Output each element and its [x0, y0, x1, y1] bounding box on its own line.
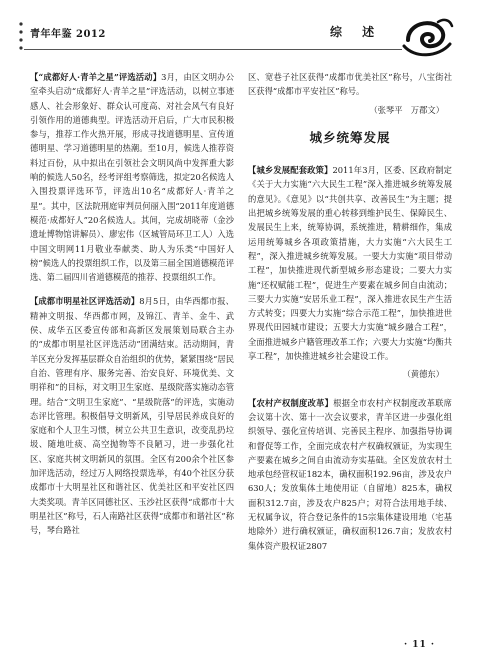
- article-property-reform: [248, 396, 452, 553]
- article-body: 根据全市农村产权制度改革联席会议第十次、第十一次会议要求，青羊区进一步强化组织领导、强化宣传培训、完善民主程序、加强指导协调和督促等工作，全面完成农村产权确权颁证，为实现生产要素在城乡之间自由流动夯实基础。全区发放农村土地承包经营权证182本，确权面积192.96亩，涉及农户630人；发放集体土地使用证（自留地）825本，确权面积312.7亩，涉及农户825户；对符合法用地手续、无权属争议，符合登记条件的15宗集体建设用地（宅基地除外）进行确权颁证，确权面积126.7亩；发放农村集体资产股权证2807: [248, 397, 452, 551]
- swirl-emblem-icon: [400, 14, 454, 60]
- right-column: [248, 70, 452, 553]
- article-heading: 【城乡发展配套政策】: [248, 165, 333, 176]
- section-label: 综 述: [330, 25, 383, 39]
- left-column: [30, 70, 234, 538]
- yearbook-title: 青年年鉴 2012: [30, 29, 106, 40]
- page-number: · 11 ·: [404, 640, 436, 650]
- article-continuation: 区、宽巷子社区获得“成都市优美社区”称号，八宝街社区获得“成都市平安社区”称号。: [248, 72, 452, 97]
- author-signature: （张琴平 万郡文）: [369, 104, 444, 115]
- article-body: 3月，由区文明办公室牵头启动“成都好人·青羊之星”评选活动，以树立事迹感人、社会形象好、群众认可度高、对社会风气有良好引领作用的道德典型。评选活动开启后，广大市民积极参与，推荐工作火热开展，形成寻找道德明星、宣传道德明星、学习道德明星的热潮。至10月，候选人推荐资料过百份，从中拟出在引领社会文明风尚中发挥重大影响的候选人50名，经考评组考察筛选，拟定20名候选人入围投票评选环节，评选出10名“成都好人·青羊之星”。其中，区法院刑庭审判员何丽入围“2011年度道德模范·成都好人”20名候选人。其间，完成胡晓蒂（金沙遗址博物馆讲解员）、廖宏伟（区城管局环卫工人）入选中国文明网11月敬业奉献类、助人为乐类“中国好人榜”候选人的投票组织工作，以及第三届全国道德模范评选、第二届四川省道德模范的推荐、投票组织工作。: [30, 72, 234, 283]
- section-heading: 城乡统筹发展: [309, 129, 391, 145]
- article-body: 8月5日，由华西都市报、精神文明报、华西都市网，及锦江、青羊、金牛、武侯、成华五区委宣传部和高新区发展策划局联合主办的“成都市明星社区评选活动”团满结束。活动期间，青羊区充分发挥基层群众自治组织的优势，紧紧围绕“居民自治、管理有序、服务完善、治安良好、环境优美、文明祥和”的目标，对文明卫生家庭、星级院落实施动态管理。结合“文明卫生家庭”、“星级院落”的评选，实施动态评比管理。积极倡导文明新风，引导居民养成良好的家庭和个人卫生习惯，树立公共卫生意识，改变乱扔垃圾、随地吐痰、高空抛物等不良陋习，进一步强化社区、家庭共树文明新风的氛围。全区有200余个社区参加评选活动，经过万人网络投票选举，有40个社区分获成都市十大明星社区和谐社区、优美社区和平安社区四大类奖项。青羊区同德社区、玉沙社区获得“成都市十大明星社区”称号，石人南路社区获得“成都市和谐社区”称号，琴台路社: [30, 296, 234, 536]
- author-signature: （黄德东）: [402, 369, 444, 380]
- article-star-community: [30, 294, 234, 537]
- article-heading: 【成都市明星社区评选活动】: [30, 296, 140, 307]
- article-urban-rural-policy: [248, 163, 452, 363]
- page-header: [0, 0, 480, 70]
- article-body: 2011年3月，区委、区政府制定《关于大力实施“六大民生工程”深入推进城乡统筹发展的意见》。《意见》以“共创共享、改善民生”为主题；提出把城乡统筹发展的重心转移到维护民生、保障民生、发展民生上来，统筹协调，系统推进，精耕细作，集成运用统筹城乡各项政策措施，大力实施“六大民生工程”，深入推进城乡统筹发展。一要大力实施“项目带动工程”，加快推进现代新型城乡形态建设；二要大力实施“还权赋能工程”，促进生产要素在城乡间自由流动；三要大力实施“安居乐业工程”，深入推进农民生产生活方式转变；四要大力实施“综合示范工程”，加快推进世界现代田园城市建设；五要大力实施“城乡融合工程”，全面推进城乡户籍管理改革工作；六要大力实施“均衡共享工程”，加快推进城乡社会建设工作。: [248, 165, 452, 362]
- header-divider: [24, 49, 402, 50]
- decorative-dots-icon: [16, 20, 26, 60]
- article-good-people: [30, 70, 234, 284]
- article-heading: 【农村产权制度改革】: [248, 397, 334, 408]
- article-heading: 【“成都好人·青羊之星”评选活动】: [30, 72, 162, 82]
